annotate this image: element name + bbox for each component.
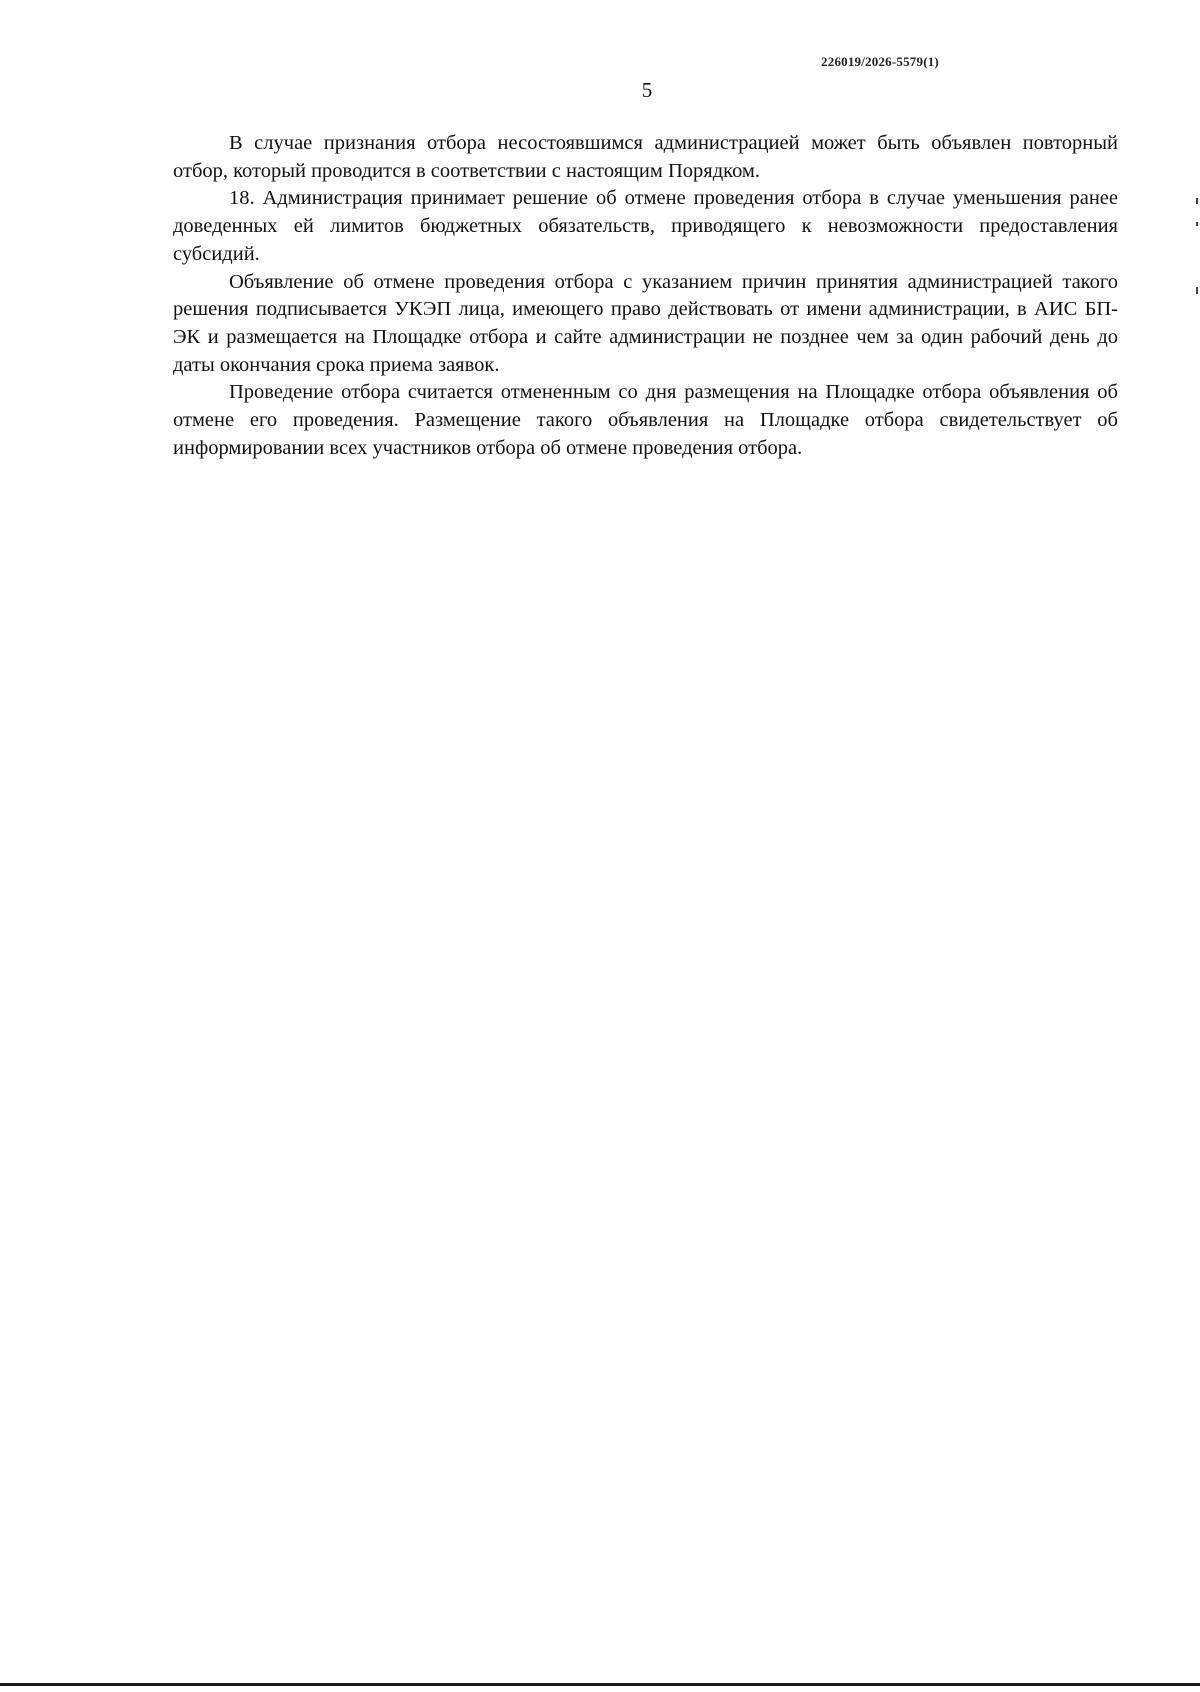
- paragraph: Объявление об отмене проведения отбора с указанием причин принятия администрацией такого решения подписывается УКЭП лица, имеющего право действовать от имени администрации, в АИС БП-ЭК и размещается на Площадке отбора и сайте администрации не позднее чем за один рабочий день до даты окончания срока приема заявок.: [173, 270, 1118, 376]
- scan-bottom-edge: [0, 1683, 1200, 1686]
- page-number: 5: [641, 78, 653, 102]
- scan-edge-mark: [1196, 287, 1198, 294]
- scan-edge-mark: [1196, 198, 1198, 204]
- document-id: 226019/2026-5579(1): [821, 54, 939, 69]
- scan-edge-mark: [1196, 222, 1198, 226]
- paragraph: В случае признания отбора несостоявшимся администрацией может быть объявлен повторный отбор, который проводится в соответствии с настоящим Порядком.: [173, 132, 1118, 182]
- paragraph: 18. Администрация принимает решение об отмене проведения отбора в случае уменьшения ранее доведенных ей лимитов бюджетных обязательств, приводящего к невозможности предоставления субсидий.: [173, 187, 1118, 265]
- document-body: [173, 130, 1118, 462]
- paragraph: Проведение отбора считается отмененным со дня размещения на Площадке отбора объявления об отмене его проведения. Размещение такого объявления на Площадке отбора свидетельствует об информировании всех участников отбора об отмене проведения отбора.: [173, 381, 1118, 459]
